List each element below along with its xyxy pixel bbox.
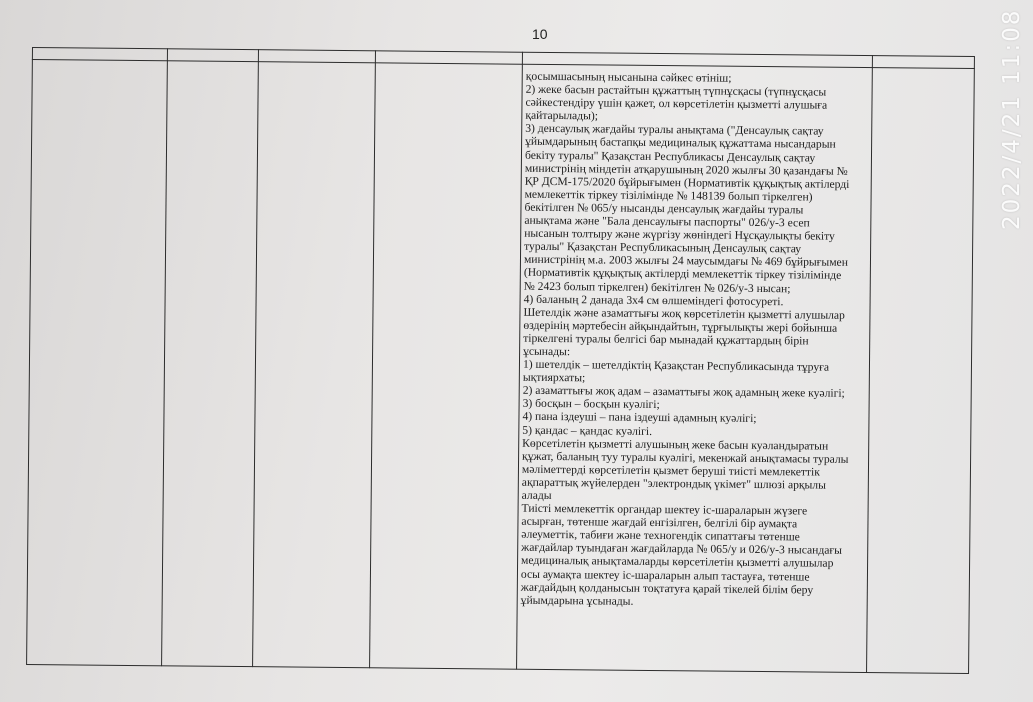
cell-text-line: Тиісті мемлекеттік органдар шектеу іс-шараларын жүзеге xyxy=(521,501,808,518)
cell-text-line: жағдайлар туындаған жағдайларда № 065/у и 026/у-3 нысандағы xyxy=(521,541,843,558)
cell-text-line: осы аумақта шектеу іс-шараларын алып тастауға, төтенше xyxy=(520,567,810,584)
cell-text-line: қосымшасының нысанына сәйкес өтініш; xyxy=(525,69,732,85)
cell-text-line: бекіту туралы" Қазақстан Республикасы Денсаулық сақтау xyxy=(524,148,816,165)
cell-text-line: сәйкестендіру үшін қажет, ол көрсетілетін қызметті алушыға xyxy=(525,95,828,112)
cell-text-line: әлеуметтік, табиғи және техногендік сипаттағы төтенше xyxy=(521,528,800,544)
cell-text-line: (Нормативтік құқықтық актілерді мемлекеттік тіркеу тізілімінде xyxy=(523,266,842,283)
cell-text-line: мәліметтерді көрсетілетін қызмет беруші тиісті мемлекеттік xyxy=(521,462,820,479)
cell-text-line: мемлекеттік тіркеу тізілімінде № 148139 болып тіркелген) xyxy=(524,187,813,204)
cell-text-line: асырған, төтенше жағдай енгізілген, белгілі бір аумақта xyxy=(521,514,798,531)
page-number: 10 xyxy=(532,26,548,42)
cell-text-line: Көрсетілетін қызметті алушының жеке басын куәландыратын xyxy=(522,436,829,453)
cell-text-line: алады xyxy=(521,488,552,503)
cell-text-line: ұсынады: xyxy=(523,344,571,359)
cell-text-line: ұйымдарының бастапқы медициналық құжаттама нысандарын xyxy=(525,135,836,152)
cell-text-line: анықтама және "Бала денсаулығы паспорты" 026/у-3 есеп xyxy=(524,213,810,230)
cell-text-line: бекітілген № 065/у нысанды денсаулық жағдайы туралы xyxy=(524,200,804,217)
cell-text-line: 2) азаматтығы жоқ адам – азаматтығы жоқ адамның жеке куәлігі; xyxy=(522,383,845,401)
cell-text-line: 3) босқын – босқын куәлігі; xyxy=(522,397,660,412)
cell-text-line: 4) баланың 2 данада 3х4 см өлшеміндегі фотосуреті. xyxy=(523,292,784,308)
cell-text-line: ықтиярхаты; xyxy=(522,370,586,385)
requirements-cell-text xyxy=(521,70,878,610)
cell-text-line: тіркелгені туралы белгісі бар мынадай құжаттардың бірін xyxy=(523,331,809,348)
cell-text-line: министрінің міндетін атқарушының 2020 жылғы 30 қазандағы № xyxy=(524,161,848,178)
cell-text-line: қайтарылады); xyxy=(525,109,599,123)
cell-text-line: Шетелдік және азаматтығы жоқ көрсетілетін қызметті алушылар xyxy=(523,305,845,322)
cell-text-line: нысанын толтыру және жүргізу жөніндегі Нұсқаулықты бекіту xyxy=(524,226,835,243)
cell-text-line: медициналық анықтамаларды көрсетілетін қызметті алушылар xyxy=(521,554,834,571)
cell-text-line: құжат, баланың туу туралы куәлігі, мекенжай анықтамасы туралы xyxy=(522,449,849,466)
cell-text-line: ұйымдарына ұсынады. xyxy=(520,593,634,608)
photo-timestamp: 2022/4/21 11:08 xyxy=(999,8,1025,230)
cell-text-line: 1) шетелдік – шетелдіктің Қазақстан Республикасында тұруға xyxy=(522,357,830,374)
cell-text-line: жағдайдың қолданысын тоқтатуға қарай тікелей білім беру xyxy=(520,580,814,597)
cell-text-line: министрінің м.а. 2003 жылғы 24 маусымдағы № 469 бұйрығымен xyxy=(523,253,849,270)
cell-text-line: өздерінің мәртебесін айқындайтын, тұрғылықты жері бойынша xyxy=(523,318,838,335)
cell-text-line: № 2423 болып тіркелген) бекітілген № 026/у-3 нысан; xyxy=(523,279,791,295)
cell-text-line: 4) пана іздеуші – пана іздеуші адамның куәлігі; xyxy=(522,410,757,426)
cell-text-line: ақпараттық жүйелерден "электрондық үкімет" шлюзі арқылы xyxy=(521,475,826,492)
cell-text-line: ҚР ДСМ-175/2020 бұйрығымен (Нормативтік құқықтық актілерді xyxy=(524,174,850,191)
cell-text-line: 2) жеке басын растайтын құжаттың түпнұсқасы (түпнұсқасы xyxy=(525,82,827,99)
cell-text-line: 3) денсаулық жағдайы туралы анықтама ("Денсаулық сақтау xyxy=(525,122,824,138)
cell-text-line: туралы" Қазақстан Республикасының Денсаулық сақтау xyxy=(524,239,802,256)
cell-text-line: 5) қандас – қандас куәлігі. xyxy=(522,423,653,438)
document-table xyxy=(26,47,975,674)
